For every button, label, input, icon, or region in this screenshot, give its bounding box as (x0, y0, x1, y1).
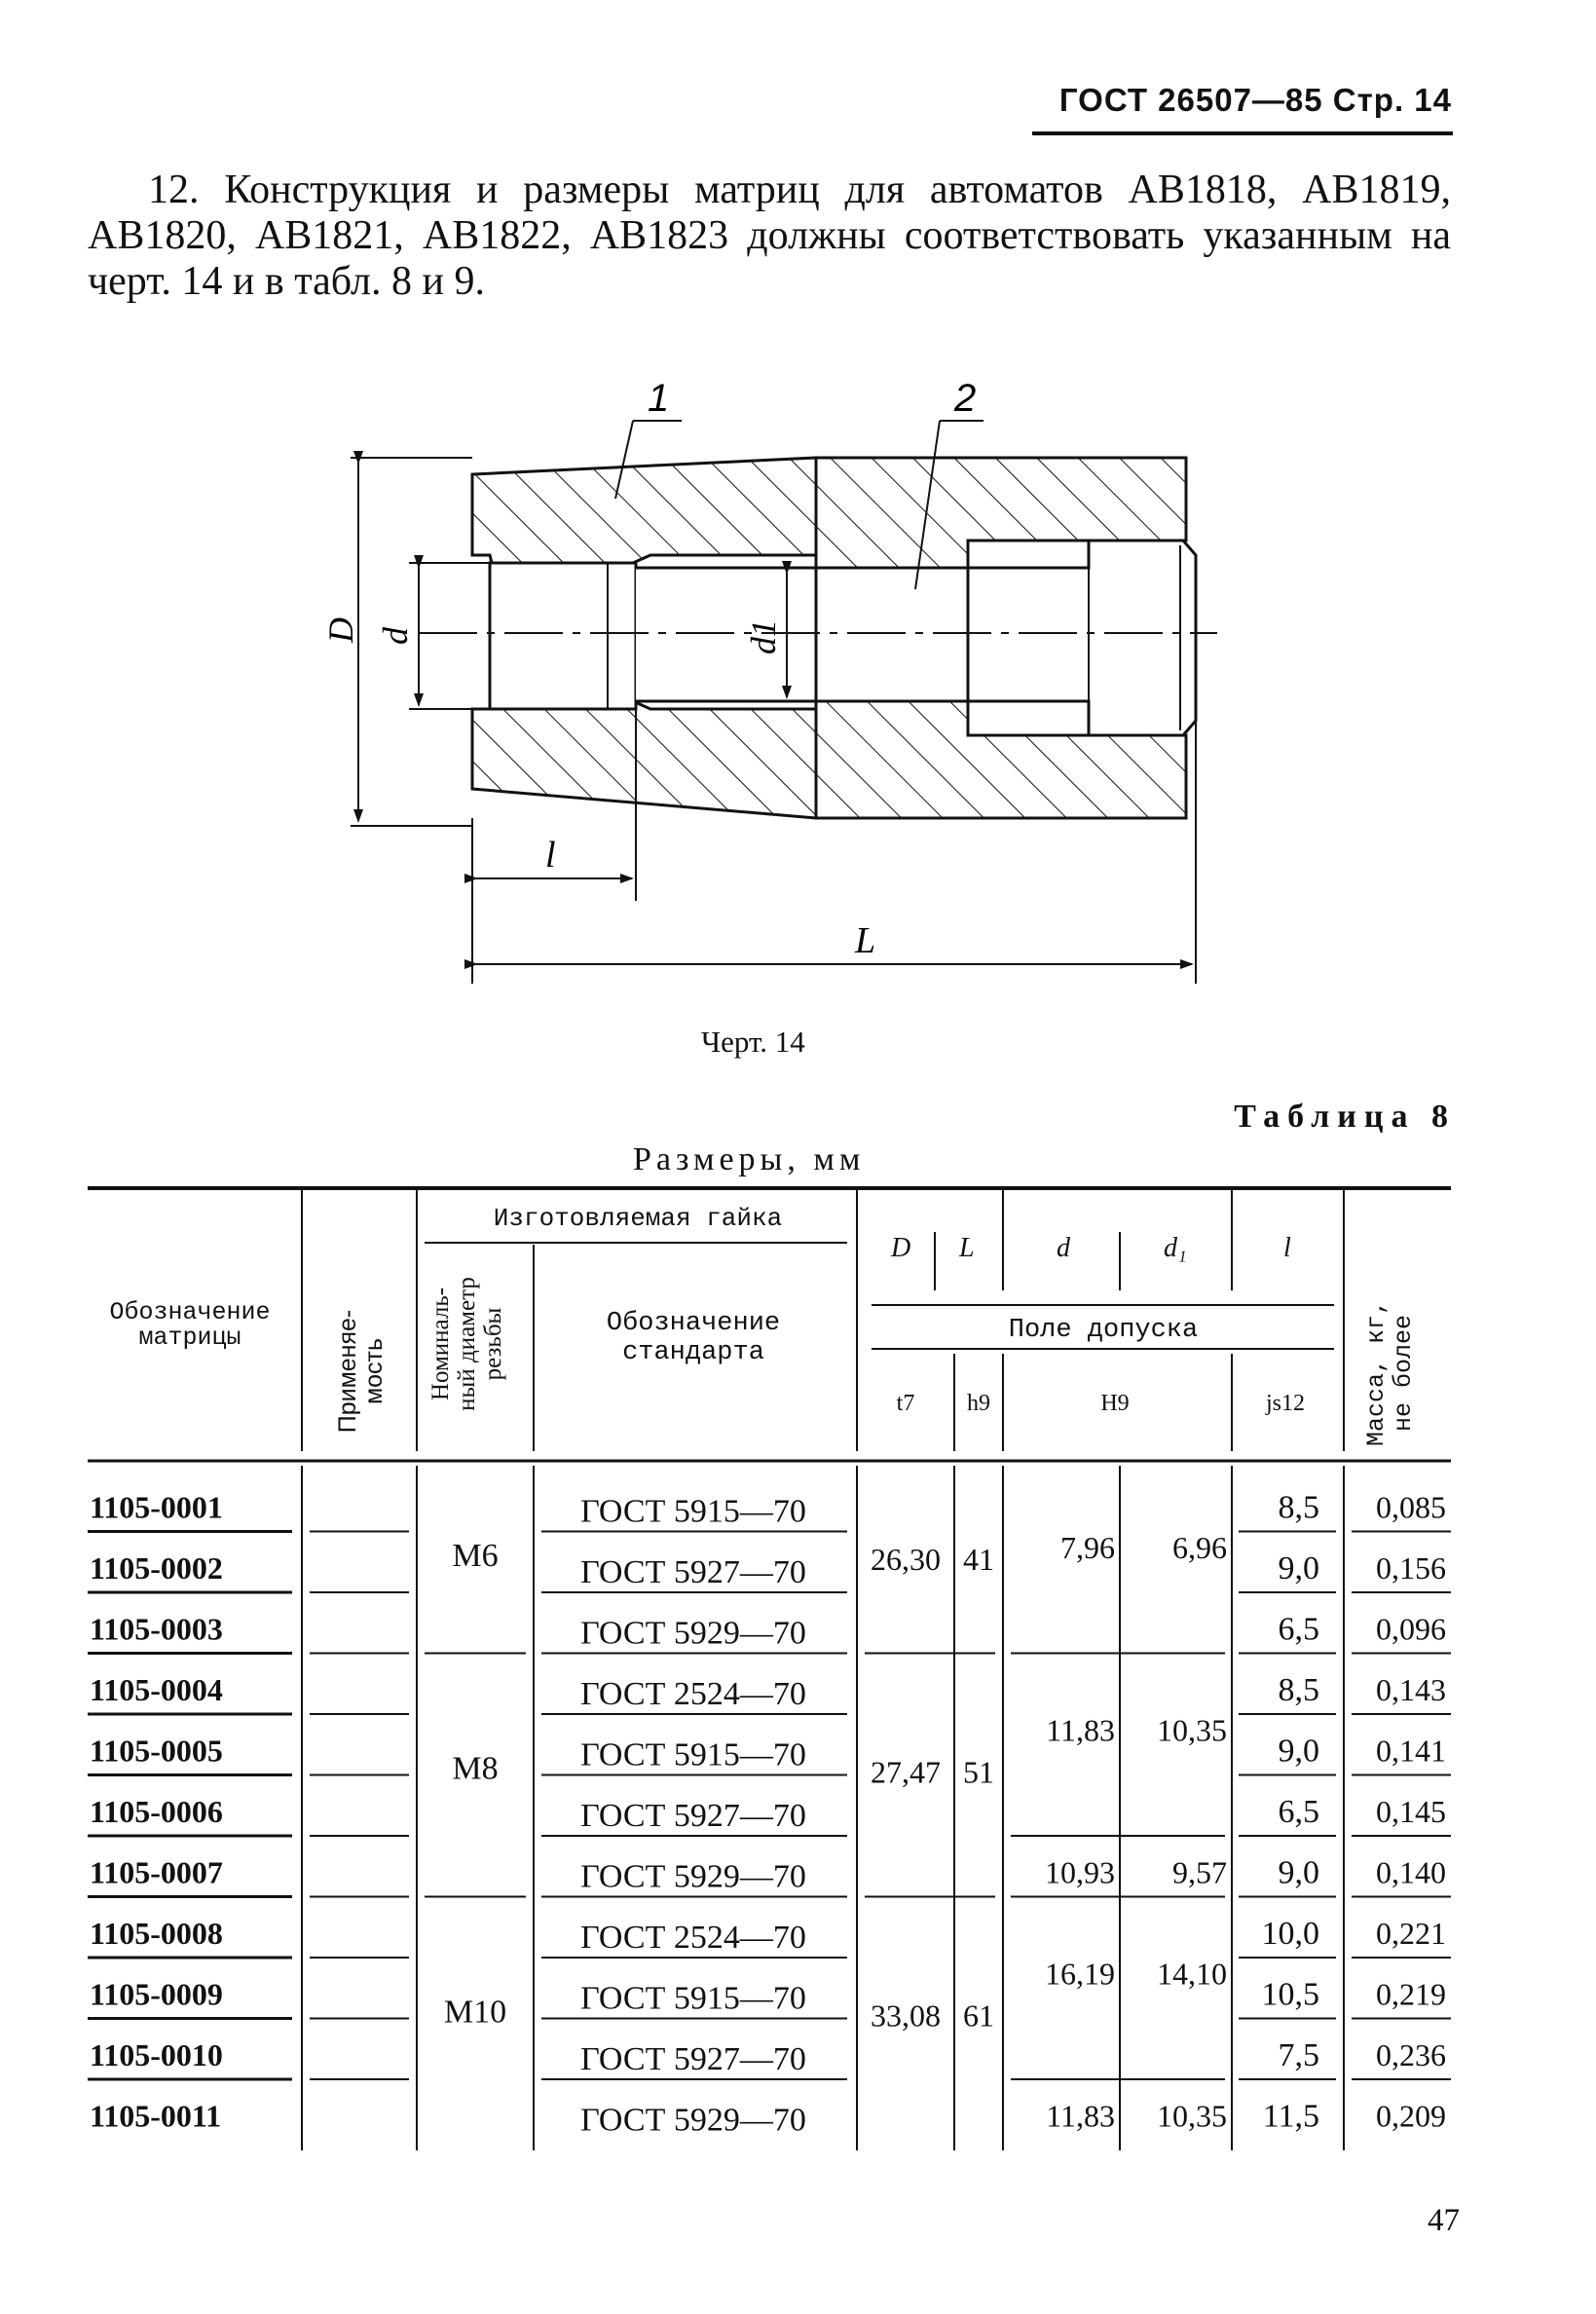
group-L: 61 (963, 1997, 994, 2034)
group-d1: 10,35 (1157, 1712, 1227, 1748)
dim-l-label: l (545, 835, 556, 876)
row-designation: 1105-0010 (90, 2037, 223, 2072)
hdr-d1: d₁ (1164, 1233, 1187, 1263)
row-mass: 0,145 (1376, 1794, 1446, 1829)
hdr-d: d (1057, 1233, 1070, 1263)
group-d: 10,93 (1045, 1854, 1115, 1890)
dim-d-label: d (376, 627, 415, 645)
row-designation: 1105-0011 (90, 2098, 222, 2134)
row-mass: 0,156 (1376, 1550, 1446, 1586)
group-d1: 6,96 (1172, 1529, 1227, 1565)
row-l: 7,5 (1278, 2037, 1319, 2073)
group-thread: M6 (452, 1537, 499, 1574)
table-units: Размеры, мм (633, 1141, 866, 1177)
hdr-nominal-1: Номиналь- (427, 1287, 454, 1401)
group-d: 7,96 (1060, 1529, 1115, 1565)
row-l: 11,5 (1262, 2098, 1319, 2135)
row-designation: 1105-0001 (90, 1489, 223, 1525)
hdr-standard-1: Обозначение (606, 1309, 781, 1338)
row-l: 9,0 (1278, 1550, 1319, 1586)
group-d1: 9,57 (1172, 1854, 1227, 1890)
group-D: 33,08 (871, 1997, 941, 2034)
hdr-tolerance: Поле допуска (1008, 1316, 1199, 1345)
callout-1: 1 (648, 377, 670, 420)
hdr-mass-2: не более (1390, 1314, 1418, 1433)
dim-L-label: L (855, 920, 876, 961)
row-mass: 0,143 (1376, 1672, 1446, 1707)
row-l: 9,0 (1278, 1854, 1319, 1891)
dim-D-label: D (321, 617, 360, 643)
row-mass: 0,236 (1376, 2037, 1446, 2072)
row-l: 10,0 (1261, 1916, 1319, 1952)
page-header: ГОСТ 26507—85 Стр. 14 (1058, 82, 1452, 118)
row-standard: ГОСТ 2524—70 (580, 1920, 806, 1956)
hdr-nominal-2: ный диаметр (454, 1277, 480, 1411)
group-d1: 10,35 (1157, 2098, 1227, 2134)
row-standard: ГОСТ 5915—70 (580, 1493, 806, 1530)
callout-2: 2 (954, 377, 977, 420)
row-standard: ГОСТ 5915—70 (580, 1980, 806, 2017)
group-thread: M10 (443, 1994, 507, 2031)
row-l: 8,5 (1278, 1672, 1319, 1708)
hdr-tol-d: H9 (1100, 1391, 1130, 1416)
hdr-tol-L: h9 (967, 1391, 990, 1416)
row-standard: ГОСТ 5929—70 (580, 1615, 806, 1652)
figure-caption: Черт. 14 (701, 1025, 805, 1059)
group-L: 41 (963, 1541, 994, 1577)
table-label: Таблица 8 (1234, 1099, 1456, 1135)
hdr-designation-1: Обозначение (109, 1298, 271, 1326)
row-designation: 1105-0008 (90, 1916, 223, 1951)
row-mass: 0,219 (1376, 1976, 1446, 2012)
hdr-designation-2: матрицы (138, 1324, 241, 1352)
row-designation: 1105-0004 (90, 1672, 223, 1707)
row-designation: 1105-0002 (90, 1550, 223, 1586)
group-d1: 14,10 (1157, 1956, 1227, 1992)
row-l: 8,5 (1278, 1489, 1319, 1526)
group-thread: M8 (452, 1750, 499, 1787)
row-standard: ГОСТ 5929—70 (580, 1858, 806, 1895)
group-L: 51 (963, 1754, 994, 1790)
page-number: 47 (1428, 2203, 1460, 2238)
row-designation: 1105-0007 (90, 1854, 223, 1890)
table-body (88, 1490, 1451, 2139)
group-d: 11,83 (1046, 1712, 1115, 1748)
row-designation: 1105-0005 (90, 1733, 223, 1769)
row-l: 6,5 (1278, 1794, 1319, 1830)
hdr-D: D (891, 1233, 911, 1263)
row-designation: 1105-0009 (90, 1976, 223, 2012)
group-D: 27,47 (871, 1754, 941, 1790)
hdr-nut-group: Изготовляемая гайка (493, 1204, 783, 1233)
row-mass: 0,209 (1376, 2098, 1446, 2134)
row-mass: 0,085 (1376, 1489, 1446, 1525)
row-designation: 1105-0006 (90, 1794, 223, 1829)
row-standard: ГОСТ 5929—70 (580, 2102, 806, 2139)
row-standard: ГОСТ 2524—70 (580, 1676, 806, 1712)
row-designation: 1105-0003 (90, 1611, 223, 1647)
hdr-tol-l: js12 (1265, 1391, 1306, 1416)
group-D: 26,30 (871, 1541, 941, 1577)
hdr-l: l (1283, 1233, 1291, 1263)
hdr-applicability-2: мость (360, 1337, 388, 1405)
hdr-mass-1: Масса, кг, (1362, 1299, 1391, 1447)
clause-text: 12. Конструкция и размеры матриц для автоматов АВ1818, АВ1819, АВ1820, АВ1821, АВ1822, АВ1823 должны соответствовать указанным на черт. 14 и в табл. 8 и 9. (88, 168, 1451, 304)
row-mass: 0,140 (1376, 1854, 1446, 1890)
row-l: 9,0 (1278, 1733, 1319, 1770)
row-mass: 0,141 (1376, 1733, 1446, 1769)
hdr-tol-D: t7 (896, 1391, 915, 1416)
row-mass: 0,096 (1376, 1611, 1446, 1647)
row-standard: ГОСТ 5915—70 (580, 1736, 806, 1773)
row-standard: ГОСТ 5927—70 (580, 1554, 806, 1590)
hdr-L: L (959, 1233, 975, 1263)
row-mass: 0,221 (1376, 1916, 1446, 1951)
hdr-standard-2: стандарта (622, 1338, 764, 1367)
dim-d1-label: d1 (744, 619, 783, 654)
group-d: 11,83 (1046, 2098, 1115, 2134)
row-standard: ГОСТ 5927—70 (580, 2041, 806, 2077)
row-standard: ГОСТ 5927—70 (580, 1798, 806, 1834)
group-d: 16,19 (1045, 1956, 1115, 1992)
hdr-nominal-3: резьбы (480, 1307, 506, 1381)
hdr-applicability: Применяе- (334, 1309, 361, 1434)
row-l: 10,5 (1261, 1976, 1319, 2013)
row-l: 6,5 (1278, 1611, 1319, 1648)
